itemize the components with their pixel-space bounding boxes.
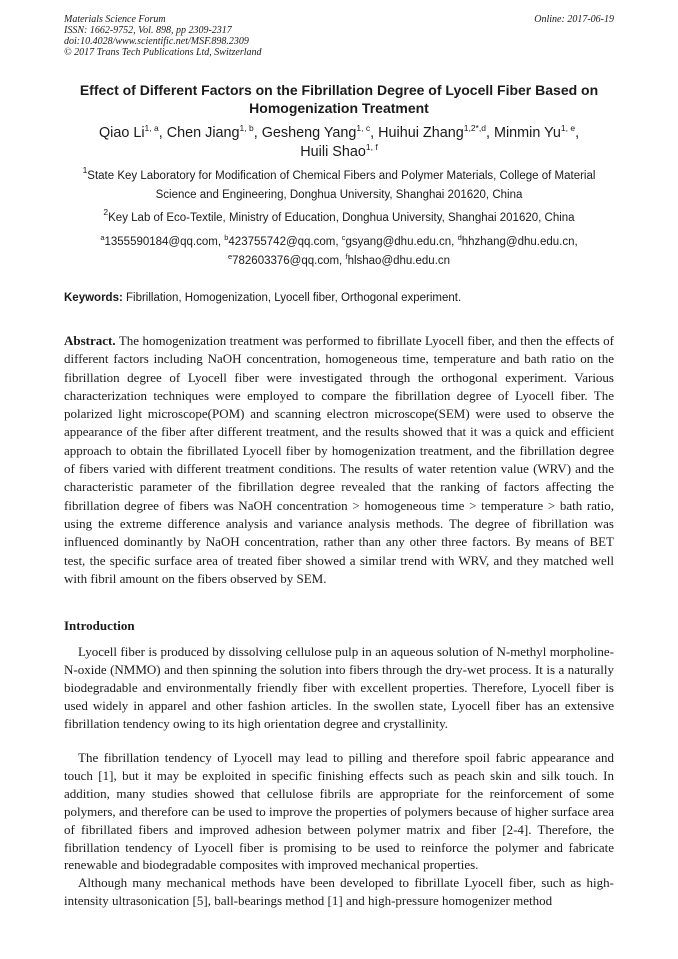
online-date: Online: 2017-06-19 [534, 14, 614, 25]
abstract-text: The homogenization treatment was performed to fibrillate Lyocell fiber, and then the effects of different factors including NaOH concentration, homogeneous time, temperature and bath ratio on the fibrillation degree of Lyocell fiber were investigated through the orthogonal experiment. Various characterization techniques were employed to compare the fibrillation degree of Lyocell fiber. The polarized light microscope(POM) and scanning electron microscope(SEM) were used to observe the appearance of the fiber after different treatment, and the results showed that it was a quick and efficient approach to obtain the fibrillated Lyocell fiber by homogenization treatment, and the fibrillation degree of fibers varied with different treatment conditions. The results of water retention value (WRV) and the characteristic parameter of the fibrillation degree revealed that the ranking of factors affecting the fibrillation degree of fibers was NaOH concentration > homogeneous time > temperature > bath ratio, using the extreme difference analysis and variance analysis methods. The degree of fibrillation was influenced dominantly by NaOH concentration, rather than any other three factors. By means of BET test, the specific surface area of treated fiber showed a similar trend with WRV, and they matched well with fibril amount on the fibers observed by SEM. [64, 333, 615, 586]
email[interactable]: $^c$gsyang@dhu.edu.cn, [341, 233, 455, 248]
paper-title: Effect of Different Factors on the Fibrillation Degree of Lyocell Fiber Based on Homogenization Treatment [79, 82, 599, 116]
email-list [64, 233, 614, 271]
journal-name: Materials Science Forum [64, 14, 166, 25]
doi: doi:10.4028/www.scientific.net/MSF.898.2309 [64, 36, 249, 47]
copyright: © 2017 Trans Tech Publications Ltd, Switzerland [64, 47, 262, 58]
abstract-label: Abstract. [64, 333, 116, 348]
author: Minmin Yu$^{1, e}$ [493, 123, 576, 141]
journal-info [64, 14, 262, 58]
intro-paragraph-3: Although many mechanical methods have been developed to fibrillate Lyocell fiber, such as high-intensity ultrasonication [5], ball-bearings method [1] and high-pressure homogenizer method [64, 875, 614, 908]
introduction-heading: Introduction [64, 618, 135, 633]
affiliation-2: $^2$Key Lab of Eco-Textile, Ministry of Education, Donghua University, Shanghai 201620, China [103, 207, 575, 224]
keywords-text: Fibrillation, Homogenization, Lyocell fiber, Orthogonal experiment. [126, 292, 462, 304]
author: Qiao Li$^{1, a}$ [98, 123, 159, 141]
issn-line: ISSN: 1662-9752, Vol. 898, pp 2309-2317 [64, 25, 232, 36]
abstract [64, 332, 614, 588]
email[interactable]: $^e$782603376@qq.com, [227, 252, 343, 267]
email[interactable]: $^b$423755742@qq.com, [224, 233, 339, 248]
author: Huili Shao$^{1, f}$ [300, 142, 378, 160]
email[interactable]: $^a$1355590184@qq.com, [100, 233, 222, 248]
email[interactable]: $^f$hlshao@dhu.edu.cn [345, 252, 451, 267]
author: Gesheng Yang$^{1, c}$ [261, 123, 371, 141]
keywords [64, 290, 614, 306]
keywords-label: Keywords: [64, 292, 123, 304]
intro-paragraph-1: Lyocell fiber is produced by dissolving cellulose pulp in an aqueous solution of N-methyl morpholine-N-oxide (NMMO) and then spinning the solution into fibers through the dry-wet process. It is a naturally biodegradable and environmentally friendly fiber with excellent properties. Therefore, Lyocell fiber is used widely in apparel and other fashion articles. In the swollen state, Lyocell fiber has an extensive fibrillation tendency owing to its high orientation degree and crystallinity. [64, 644, 614, 731]
author: Huihui Zhang$^{1,2*,d}$ [378, 123, 486, 141]
email[interactable]: $^d$hhzhang@dhu.edu.cn, [457, 233, 578, 248]
intro-paragraph-2: The fibrillation tendency of Lyocell may lead to pilling and therefore spoil fabric appearance and touch [1], but it may be exploited in specific finishing effects such as peach skin and silk touch. In addition, many studies showed that cellulose fibrils are appropriate for the reinforcement of some polymers, and therefore can be used to improve the properties of polymers because of higher surface area of fibrillated fibers and improved adhesion between polymer matrix and fiber [2-4]. Therefore, the fibrillation tendency of Lyocell fiber is promising to be used to reinforce the polymer and fabricate renewable and biodegradable composites with improved mechanical properties. [64, 750, 614, 873]
author-list: Qiao Li$^{1, a}$, Chen Jiang$^{1, b}$, Gesheng Yang$^{1, c}$, Huihui Zhang$^{1,2*,d}$, Minmin Yu$^{1, e}$, Huili Shao$^{1, f}$ [98, 123, 580, 160]
author: Chen Jiang$^{1, b}$ [166, 123, 254, 141]
affiliation-1: $^1$State Key Laboratory for Modification of Chemical Fibers and Polymer Materials, College of Material Science and Engineering, Donghua University, Shanghai 201620, China [82, 165, 596, 201]
